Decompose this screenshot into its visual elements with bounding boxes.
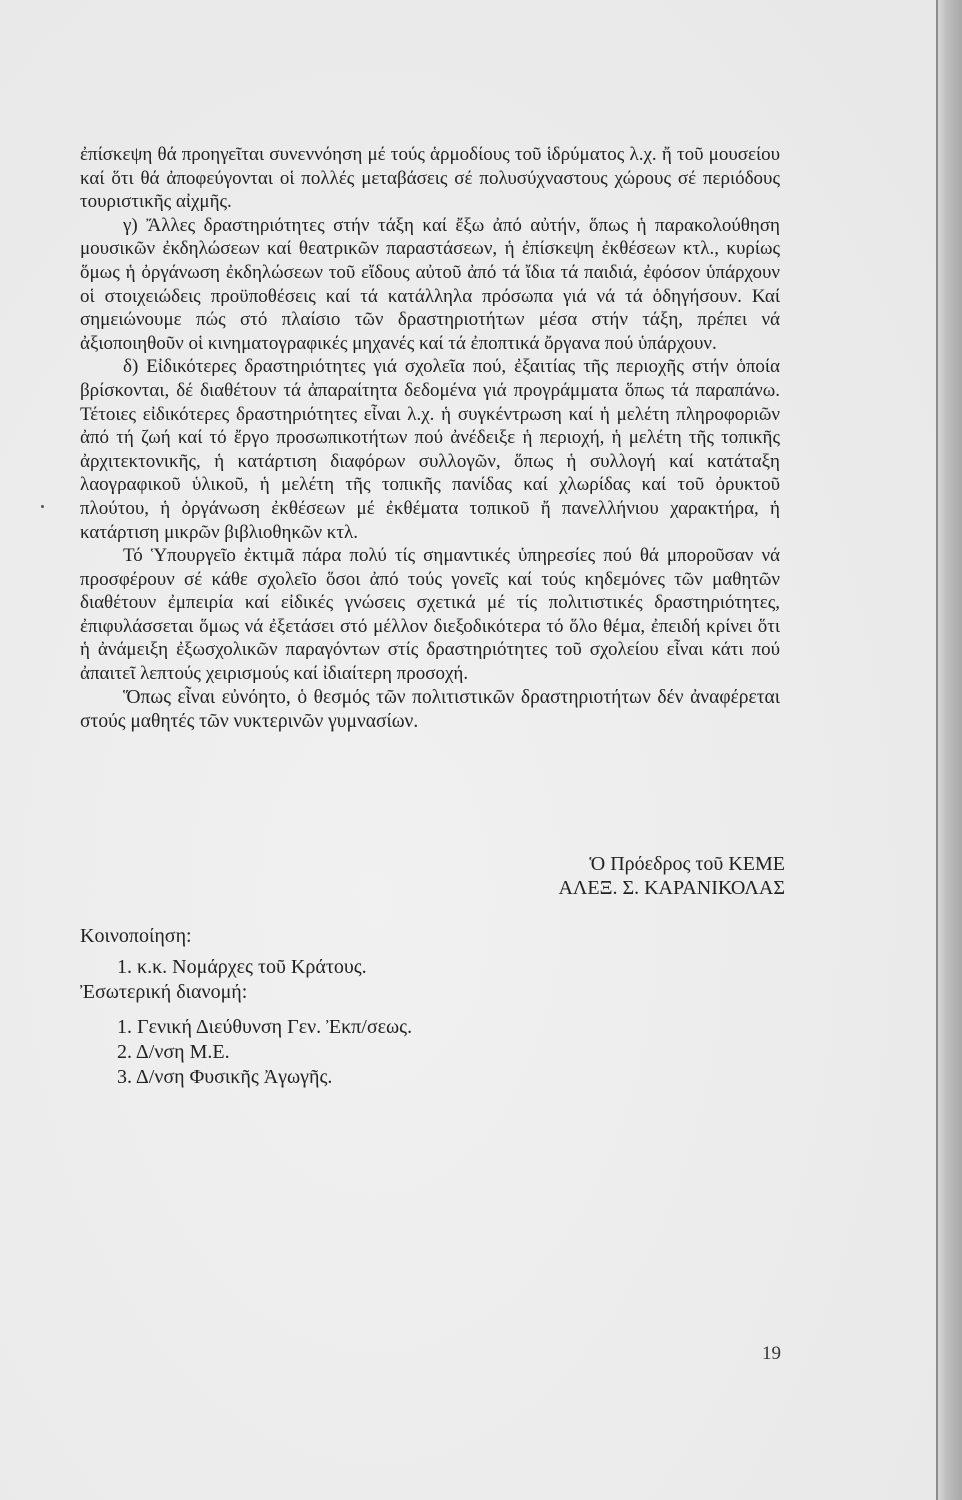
- page-number: 19: [762, 1343, 781, 1364]
- scanner-edge-strip: [938, 0, 962, 1500]
- paragraph-closing: Ὅπως εἶναι εὐνόητο, ὁ θεσμός τῶν πολιτιστικῶν δραστηριοτήτων δέν ἀναφέρεται στούς μαθητές τῶν νυκτερινῶν γυμνασίων.: [80, 686, 780, 732]
- internal-distribution-label: Ἐσωτερική διανομή:: [80, 981, 248, 1003]
- paragraph-continuation: ἐπίσκεψη θά προηγεῖται συνεννόηση μέ τούς ἁρμοδίους τοῦ ἱδρύματος λ.χ. ἤ τοῦ μουσείου καί ὅτι θά ἀποφεύγονται οἱ πολλές μεταβάσεις σέ πολυσύχναστους χώρους σέ περιόδους τουριστικῆς αἰχμῆς.: [80, 144, 780, 213]
- internal-distribution-item: 2. Δ/νση Μ.Ε.: [117, 1041, 230, 1063]
- internal-distribution-item: 3. Δ/νση Φυσικῆς Ἀγωγῆς.: [117, 1066, 333, 1088]
- distribution-list: [80, 924, 680, 1090]
- paragraph-d: δ) Εἰδικότερες δραστηριότητες γιά σχολεῖα πού, ἐξαιτίας τῆς περιοχῆς στήν ὁποία βρίσκονται, δέ διαθέτουν τά ἀπαραίτητα δεδομένα γιά προγράμματα ὅπως τά παραπάνω. Τέτοιες εἰδικότερες δραστηριότητες εἶναι λ.χ. ἡ συγκέντρωση καί ἡ μελέτη πληροφοριῶν ἀπό τή ζωή καί τό ἔργο προσωπικοτήτων πού ἀνέδειξε ἡ περιοχή, ἡ μελέτη τῆς τοπικῆς ἀρχιτεκτονικῆς, ἡ κατάρτιση διαφόρων συλλογῶν, ὅπως ἡ συλλογή καί κατάταξη λαογραφικοῦ ὑλικοῦ, ἡ μελέτη τῆς τοπικῆς πανίδας καί χλωρίδας καί τοῦ ὀρυκτοῦ πλούτου, ἡ ὀργάνωση ἐκθέσεων μέ ἐκθέματα τοπικοῦ ἤ πανελλήνιου χαρακτήρα, ἡ κατάρτιση μικρῶν βιβλιοθηκῶν κτλ.: [80, 356, 780, 543]
- signature-name: ΑΛΕΞ. Σ. ΚΑΡΑΝΙΚΟΛΑΣ: [558, 877, 785, 899]
- signature-title: Ὁ Πρόεδρος τοῦ ΚΕΜΕ: [589, 853, 785, 875]
- signature-block: [515, 852, 785, 900]
- body-text: [80, 143, 780, 734]
- paragraph-ministry: Τό Ὑπουργεῖο ἐκτιμᾶ πάρα πολύ τίς σημαντικές ὑπηρεσίες πού θά μποροῦσαν νά προσφέρουν σέ κάθε σχολεῖο ὅσοι ἀπό τούς γονεῖς καί τούς κηδεμόνες τῶν μαθητῶν διαθέτουν ἐμπειρία καί εἰδικές γνώσεις σχετικά μέ τίς πολιτιστικές δραστηριότητες, ἐπιφυλάσσεται ὅμως νά ἐξετάσει στό μέλλον διεξοδικότερα τό ὅλο θέμα, ἐπειδή κρίνει ὅτι ἡ ἀνάμειξη ἐξωσχολικῶν παραγόντων στίς δραστηριότητες τοῦ σχολείου εἶναι κάτι πού ἀπαιτεῖ λεπτούς χειρισμούς καί ἰδιαίτερη προσοχή.: [80, 545, 780, 685]
- internal-distribution-item: 1. Γενική Διεύθυνση Γεν. Ἐκπ/σεως.: [117, 1016, 413, 1038]
- paragraph-c: γ) Ἄλλες δραστηριότητες στήν τάξη καί ἔξω ἀπό αὐτήν, ὅπως ἡ παρακολούθηση μουσικῶν ἐκδηλώσεων καί θεατρικῶν παραστάσεων, ἡ ἐπίσκεψη ἐκθέσεων κτλ., κυρίως ὅμως ἡ ὀργάνωση ἐκδηλώσεων τοῦ εἴδους αὐτοῦ ἀπό τά ἴδια τά παιδιά, ἐφόσον ὑπάρχουν οἱ στοιχειώδεις προϋποθέσεις καί τά κατάλληλα πρόσωπα γιά νά τά ὁδηγήσουν. Καί σημειώνουμε πώς στό πλαίσιο τῶν δραστηριοτήτων μέσα στήν τάξη, πρέπει νά ἀξιοποιηθοῦν οἱ κινηματογραφικές μηχανές καί τά ἐποπτικά ὄργανα πού ὑπάρχουν.: [80, 214, 780, 354]
- scan-speck: [41, 505, 44, 508]
- notification-item: 1. κ.κ. Νομάρχες τοῦ Κράτους.: [117, 956, 367, 978]
- notification-label: Κοινοποίηση:: [80, 925, 192, 947]
